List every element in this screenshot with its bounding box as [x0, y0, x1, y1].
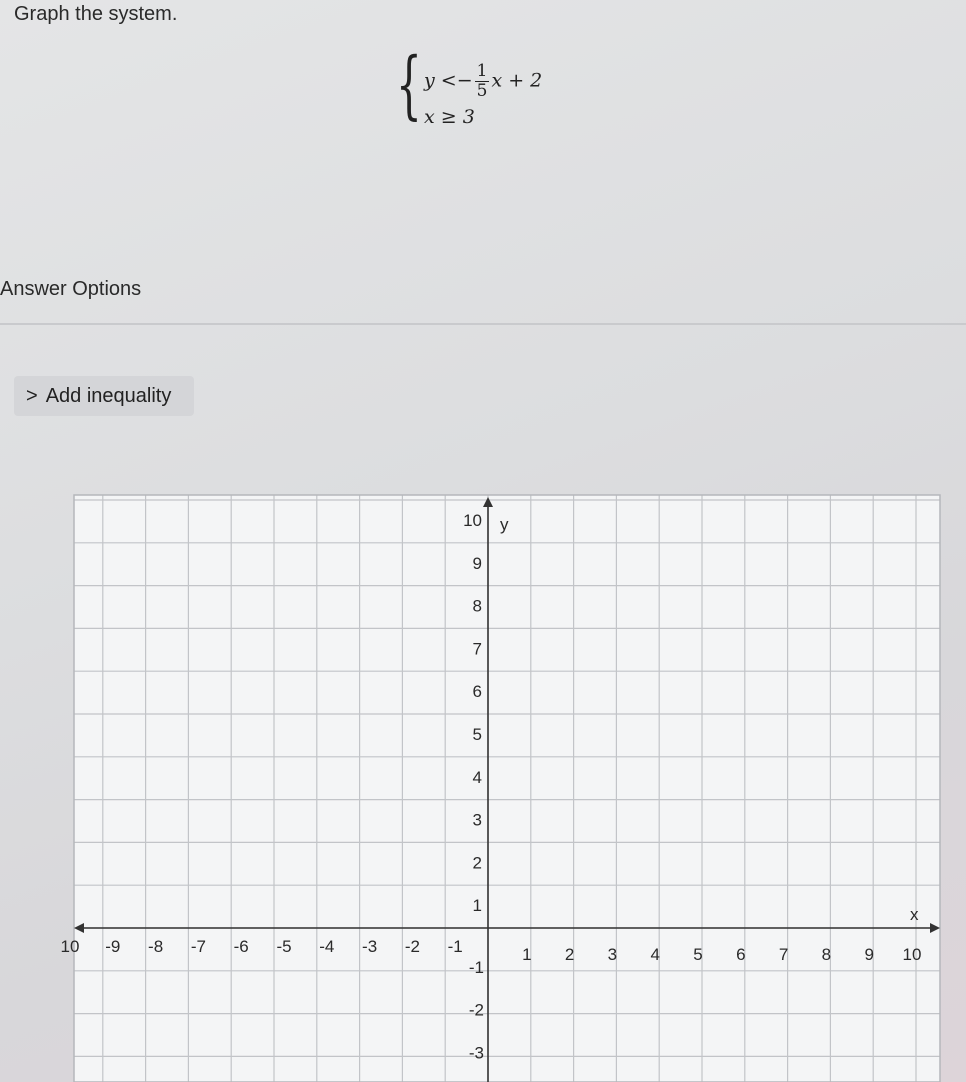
- x-tick-label: 9: [864, 945, 874, 964]
- graph-background: [74, 495, 940, 1082]
- answer-options-title: Answer Options: [0, 278, 142, 300]
- y-tick-label: 6: [472, 682, 482, 702]
- x-tick-label: -8: [148, 937, 164, 956]
- system-brace: {: [396, 42, 422, 128]
- y-tick-label: 9: [472, 553, 482, 573]
- x-tick-label: -5: [276, 937, 292, 956]
- x-tick-label: -6: [233, 937, 249, 956]
- ineq1-var: y: [424, 69, 435, 92]
- y-tick-label: 4: [472, 767, 482, 787]
- x-tick-label: 8: [821, 945, 832, 964]
- y-tick-label: 2: [472, 853, 482, 873]
- y-tick-label: 1: [472, 896, 482, 916]
- y-tick-label: -2: [468, 1000, 484, 1020]
- x-tick-label: 10: [60, 937, 80, 956]
- chevron-right-icon: >: [26, 384, 38, 407]
- y-tick-label: -1: [468, 957, 484, 977]
- y-tick-label: -3: [468, 1043, 484, 1063]
- x-tick-label: -4: [319, 937, 335, 956]
- inequality-2: x ≥ 3: [424, 106, 475, 128]
- x-tick-label: -2: [404, 937, 420, 956]
- ineq1-rest: x + 2: [491, 69, 543, 92]
- ineq1-denominator: 5: [476, 81, 488, 101]
- y-tick-label: 3: [472, 810, 482, 830]
- x-tick-label: 10: [902, 945, 922, 964]
- x-tick-label: -3: [362, 937, 378, 956]
- y-tick-label: 10: [463, 511, 482, 530]
- x-axis-label: x: [910, 905, 919, 924]
- prompt-text: Graph the system.: [14, 3, 178, 25]
- ineq1-numerator: 1: [476, 61, 488, 81]
- y-axis-label: y: [500, 515, 509, 534]
- x-tick-label: 5: [693, 945, 703, 964]
- x-tick-label: 3: [607, 945, 618, 964]
- x-tick-label: -9: [105, 937, 121, 956]
- x-tick-label: 2: [564, 945, 575, 964]
- ineq1-sign: −: [456, 69, 473, 92]
- x-tick-label: 7: [778, 945, 789, 964]
- x-tick-label: 6: [736, 945, 746, 964]
- y-tick-label: 7: [472, 639, 482, 659]
- y-tick-label: 8: [472, 596, 482, 616]
- ineq1-operator: <: [440, 69, 457, 92]
- add-inequality-label: Add inequality: [45, 384, 172, 407]
- y-tick-label: 5: [472, 725, 482, 744]
- x-tick-label: -7: [190, 937, 206, 956]
- x-tick-label: 4: [650, 945, 660, 964]
- x-tick-label: -1: [447, 937, 463, 956]
- graph-grid: [74, 495, 940, 1082]
- x-tick-label: 1: [522, 945, 532, 964]
